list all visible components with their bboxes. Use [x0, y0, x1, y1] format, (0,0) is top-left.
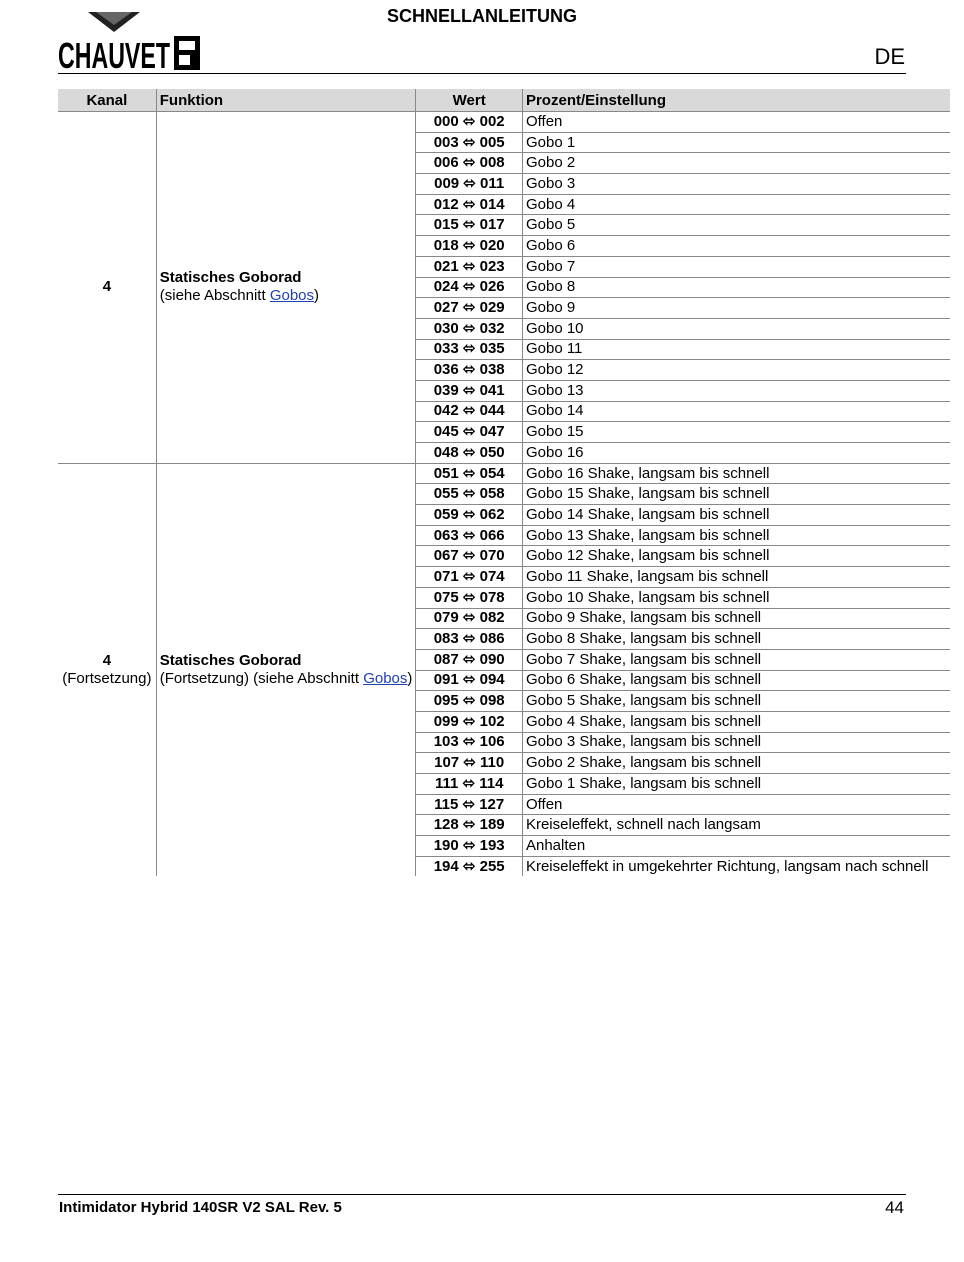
- wert-cell: 107 ⬄ 110: [416, 753, 523, 774]
- setting-cell: Anhalten: [522, 836, 950, 857]
- footer-divider: [58, 1194, 906, 1195]
- setting-cell: Gobo 9 Shake, langsam bis schnell: [522, 608, 950, 629]
- funktion-description-end: ): [314, 287, 320, 305]
- wert-cell: 036 ⬄ 038: [416, 360, 523, 381]
- wert-cell: 095 ⬄ 098: [416, 691, 523, 712]
- wert-cell: 075 ⬄ 078: [416, 587, 523, 608]
- setting-cell: Gobo 12: [522, 360, 950, 381]
- table-body: [58, 112, 950, 877]
- svg-text:CHAUVET: CHAUVET: [58, 35, 170, 76]
- kanal-number: 4: [102, 278, 112, 296]
- wert-cell: 103 ⬄ 106: [416, 732, 523, 753]
- kanal-number: 4: [102, 652, 112, 670]
- wert-cell: 024 ⬄ 026: [416, 277, 523, 298]
- setting-cell: Gobo 1 Shake, langsam bis schnell: [522, 774, 950, 795]
- funktion-description: [160, 287, 413, 305]
- wert-cell: 063 ⬄ 066: [416, 525, 523, 546]
- wert-cell: 027 ⬄ 029: [416, 298, 523, 319]
- setting-cell: Gobo 7: [522, 256, 950, 277]
- wert-cell: 128 ⬄ 189: [416, 815, 523, 836]
- wert-cell: 039 ⬄ 041: [416, 380, 523, 401]
- wert-cell: 055 ⬄ 058: [416, 484, 523, 505]
- setting-cell: Gobo 1: [522, 132, 950, 153]
- setting-cell: Gobo 13: [522, 380, 950, 401]
- wert-cell: 021 ⬄ 023: [416, 256, 523, 277]
- footer-page-number: 44: [885, 1198, 904, 1217]
- wert-cell: 012 ⬄ 014: [416, 194, 523, 215]
- wert-cell: 099 ⬄ 102: [416, 711, 523, 732]
- setting-cell: Offen: [522, 794, 950, 815]
- funktion-description-end: ): [407, 670, 413, 688]
- setting-cell: Gobo 14: [522, 401, 950, 422]
- wert-cell: 003 ⬄ 005: [416, 132, 523, 153]
- funktion-description-text: (Fortsetzung) (siehe Abschnitt: [159, 670, 364, 688]
- column-header-kanal: Kanal: [58, 89, 156, 112]
- wert-cell: 015 ⬄ 017: [416, 215, 523, 236]
- setting-cell: Gobo 7 Shake, langsam bis schnell: [522, 649, 950, 670]
- wert-cell: 194 ⬄ 255: [416, 856, 523, 876]
- funktion-title: Statisches Goborad: [159, 269, 302, 287]
- wert-cell: 030 ⬄ 032: [416, 318, 523, 339]
- setting-cell: Gobo 13 Shake, langsam bis schnell: [522, 525, 950, 546]
- setting-cell: Gobo 12 Shake, langsam bis schnell: [522, 546, 950, 567]
- setting-cell: Gobo 16: [522, 443, 950, 464]
- setting-cell: Gobo 3 Shake, langsam bis schnell: [522, 732, 950, 753]
- header-divider: [58, 73, 906, 74]
- setting-cell: Gobo 10: [522, 318, 950, 339]
- gobos-section-link[interactable]: Gobos: [269, 287, 315, 305]
- table-row: [58, 112, 950, 133]
- gobos-section-link[interactable]: Gobos: [363, 670, 408, 688]
- setting-cell: Gobo 4: [522, 194, 950, 215]
- wert-cell: 091 ⬄ 094: [416, 670, 523, 691]
- wert-cell: 111 ⬄ 114: [416, 774, 523, 795]
- setting-cell: Kreiseleffekt in umgekehrter Richtung, langsam nach schnell: [525, 857, 929, 875]
- dmx-channel-table: [58, 89, 950, 876]
- setting-cell: Gobo 14 Shake, langsam bis schnell: [522, 505, 950, 526]
- funktion-cell: [156, 463, 416, 876]
- wert-cell: 033 ⬄ 035: [416, 339, 523, 360]
- table-header-row: [58, 89, 950, 112]
- setting-cell: Gobo 15: [522, 422, 950, 443]
- column-header-wert: Wert: [416, 89, 523, 112]
- setting-cell: Gobo 8: [522, 277, 950, 298]
- wert-cell: 190 ⬄ 193: [416, 836, 523, 857]
- wert-cell: 048 ⬄ 050: [416, 443, 523, 464]
- wert-cell: 009 ⬄ 011: [416, 174, 523, 195]
- setting-cell: Gobo 11: [522, 339, 950, 360]
- setting-cell: Gobo 15 Shake, langsam bis schnell: [522, 484, 950, 505]
- setting-cell: Offen: [522, 112, 950, 133]
- wert-cell: 083 ⬄ 086: [416, 629, 523, 650]
- kanal-subtitle: (Fortsetzung): [62, 670, 152, 688]
- setting-cell: Gobo 2 Shake, langsam bis schnell: [522, 753, 950, 774]
- funktion-description: [160, 670, 413, 688]
- wert-cell: 059 ⬄ 062: [416, 505, 523, 526]
- funktion-description-text: (siehe Abschnitt: [159, 287, 270, 305]
- setting-cell: Gobo 9: [522, 298, 950, 319]
- wert-cell: 051 ⬄ 054: [416, 463, 523, 484]
- page-title: SCHNELLANLEITUNG: [387, 6, 577, 26]
- language-code: DE: [874, 44, 905, 69]
- setting-cell: Gobo 16 Shake, langsam bis schnell: [522, 463, 950, 484]
- funktion-cell: [156, 112, 416, 464]
- setting-cell: Gobo 11 Shake, langsam bis schnell: [522, 567, 950, 588]
- setting-cell: Gobo 2: [522, 153, 950, 174]
- footer-product-name: Intimidator Hybrid 140SR V2 SAL Rev. 5: [59, 1199, 342, 1216]
- funktion-title: Statisches Goborad: [159, 652, 302, 670]
- setting-cell: Gobo 3: [522, 174, 950, 195]
- wert-cell: 115 ⬄ 127: [416, 794, 523, 815]
- kanal-cell: [58, 112, 156, 464]
- kanal-cell: [58, 463, 156, 876]
- setting-cell: Gobo 10 Shake, langsam bis schnell: [522, 587, 950, 608]
- wert-cell: 042 ⬄ 044: [416, 401, 523, 422]
- column-header-setting: Prozent/Einstellung: [522, 89, 950, 112]
- wert-cell: 079 ⬄ 082: [416, 608, 523, 629]
- setting-cell: Gobo 4 Shake, langsam bis schnell: [522, 711, 950, 732]
- wert-cell: 071 ⬄ 074: [416, 567, 523, 588]
- wert-cell: 000 ⬄ 002: [416, 112, 523, 133]
- table-row: [58, 463, 950, 484]
- wert-cell: 006 ⬄ 008: [416, 153, 523, 174]
- setting-cell: Gobo 5: [522, 215, 950, 236]
- column-header-funktion: Funktion: [156, 89, 416, 112]
- setting-cell: Gobo 8 Shake, langsam bis schnell: [522, 629, 950, 650]
- wert-cell: 067 ⬄ 070: [416, 546, 523, 567]
- setting-cell: Gobo 5 Shake, langsam bis schnell: [522, 691, 950, 712]
- setting-cell: Gobo 6: [522, 236, 950, 257]
- setting-cell: Gobo 6 Shake, langsam bis schnell: [522, 670, 950, 691]
- setting-cell: Kreiseleffekt, schnell nach langsam: [522, 815, 950, 836]
- wert-cell: 087 ⬄ 090: [416, 649, 523, 670]
- wert-cell: 045 ⬄ 047: [416, 422, 523, 443]
- wert-cell: 018 ⬄ 020: [416, 236, 523, 257]
